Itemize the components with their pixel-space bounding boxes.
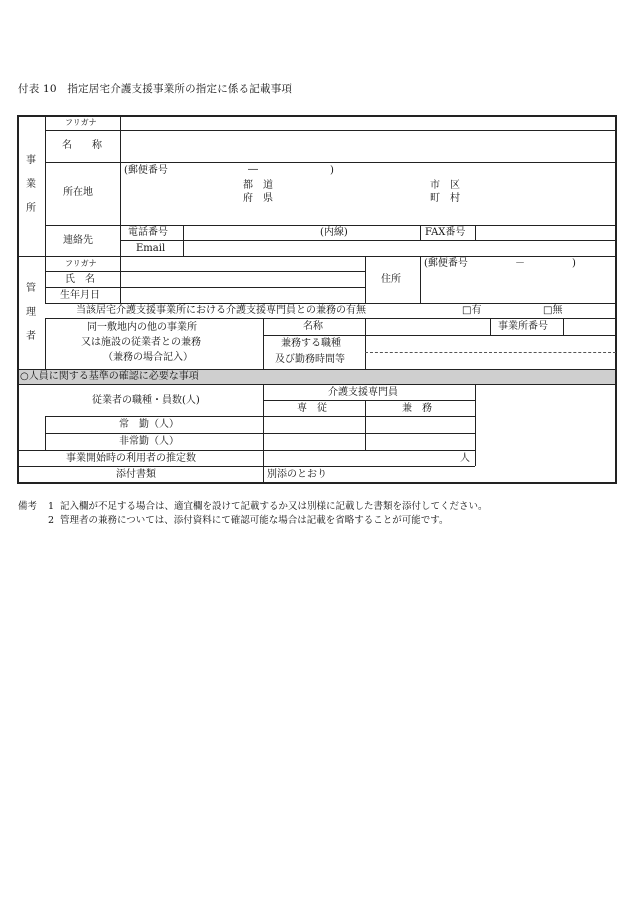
section-label-kanrisha: 管 [26,283,36,294]
section-label-kanrisha: 理 [26,307,36,318]
staff-count-label: 従業者の職種・員数(人) [92,395,200,406]
grid-line [45,287,365,288]
fulltime-label: 常 勤（人） [119,419,179,430]
grid-dash [365,352,616,353]
grid-line [45,115,46,303]
grid-line [45,271,365,272]
grid-line [17,466,475,467]
note-number: 1 [48,501,55,512]
extension-label: (内線) [320,227,348,238]
estimated-users-label: 事業開始時の利用者の推定数 [66,453,196,464]
grid-line [45,433,475,434]
manager-address-label: 住所 [381,274,401,285]
other-facility-label: 又は施設の従業者との兼務 [81,337,201,348]
postal-label: (郵便番号 [124,165,168,176]
manager-postal-close: ) [572,258,576,269]
grid-line [263,400,475,401]
dedicated-label: 専 従 [297,403,327,414]
grid-line [365,256,366,303]
option-yes[interactable]: □有 [462,305,482,316]
email-label: Email [136,243,166,254]
care-manager-label: 介護支援専門員 [328,387,398,398]
grid-line [490,318,491,335]
grid-line [45,416,263,417]
phone-label: 電話番号 [128,227,168,238]
duty-label: 兼務する職種 [281,338,341,349]
section-label-jigyosho: 業 [26,179,36,190]
prefecture-label: 都 道 [243,180,273,191]
grid-line [475,225,476,240]
address-label: 所在地 [63,187,93,198]
office-number-label: 事業所番号 [498,321,548,332]
grid-line [183,225,184,256]
grid-line [17,369,616,370]
grid-line [263,318,264,369]
grid-line [45,318,616,319]
grid-line [263,384,264,482]
parttime-label: 非常勤（人） [119,436,179,447]
duty-label: 及び勤務時間等 [275,354,345,365]
section-label-kanrisha: 者 [26,331,36,342]
manager-birth-label: 生年月日 [60,290,100,301]
other-name-label: 名称 [303,321,323,332]
city-label: 市 区 [430,180,460,191]
grid-line [263,335,616,336]
users-unit: 人 [460,453,470,464]
grid-line [365,400,366,450]
attachments-label: 添付書類 [116,469,156,480]
prefecture-label: 府 県 [243,193,273,204]
furigana-label: フリガナ [65,118,97,127]
other-facility-label: （兼務の場合記入） [103,352,193,363]
other-facility-label: 同一敷地内の他の事業所 [87,322,197,333]
city-label: 町 村 [430,193,460,204]
grid-line [17,256,616,257]
notes [18,500,488,528]
note-number: 2 [48,515,55,526]
staffing-section-header: ○人員に関する基準の確認に必要な事項 [20,371,199,382]
grid-line [17,384,616,385]
grid-line [45,416,46,450]
document-title: 付表 10 指定居宅介護支援事業所の指定に係る記載事項 [18,83,293,95]
form-border [17,482,617,484]
grid-line [45,303,616,304]
note-item [18,514,488,528]
note-text: 記入欄が不足する場合は、適宜欄を設けて記載するか又は別様に記載した書類を添付してください。 [60,501,488,512]
contact-label: 連絡先 [63,235,93,246]
grid-line [45,318,46,369]
option-no[interactable]: □無 [543,305,563,316]
section-label-jigyosho: 事 [26,155,36,166]
form-border [615,115,617,484]
grid-line [263,416,475,417]
grid-line [420,256,421,303]
form-border [17,115,19,484]
notes-label: 備考 [18,501,38,512]
fax-label: FAX番号 [425,227,466,238]
grid-line [365,318,366,335]
manager-name-label: 氏 名 [65,274,95,285]
attachments-value: 別添のとおり [267,469,327,480]
manager-postal-label: (郵便番号 [424,258,468,269]
postal-close: ) [330,165,334,176]
form-border [17,115,617,117]
grid-line [475,384,476,466]
grid-line [17,450,475,451]
grid-line [120,240,616,241]
grid-line [45,130,616,131]
office-name-label: 名 称 [62,140,102,151]
grid-line [45,162,616,163]
concurrent-question: 当該居宅介護支援事業所における介護支援専門員との兼務の有無 [76,305,366,316]
concurrent-label: 兼 務 [402,403,432,414]
grid-line [420,225,421,240]
grid-line [120,115,121,303]
note-item [18,500,488,514]
grid-line [563,318,564,335]
postal-dash: ― [248,164,258,175]
manager-postal-dash: － [515,258,525,269]
grid-line [45,225,616,226]
section-label-jigyosho: 所 [26,203,36,214]
manager-furigana-label: フリガナ [65,259,97,268]
note-text: 管理者の兼務については、添付資料にて確認可能な場合は記載を省略することが可能です。 [60,515,449,526]
